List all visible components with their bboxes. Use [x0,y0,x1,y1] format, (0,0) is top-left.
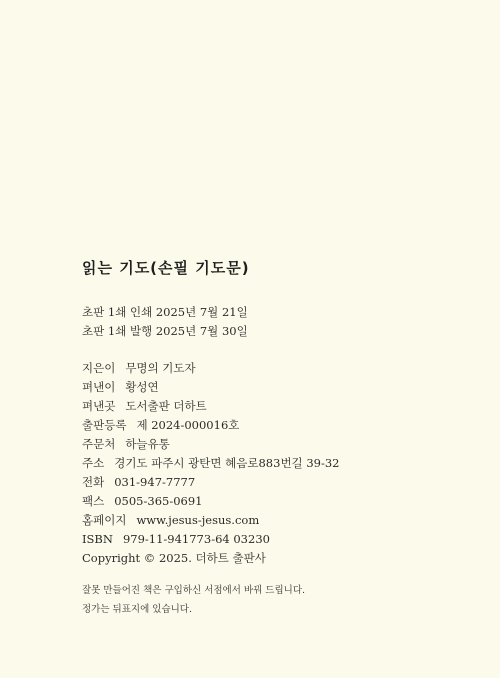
exchange-note: 잘못 만들어진 책은 구입하신 서점에서 바꿔 드립니다. [82,585,306,596]
credit-label: 홈페이지 [82,513,127,527]
first-publication-line: 초판 1쇄 발행 2025년 7월 30일 [82,324,248,338]
credit-label: ISBN [82,532,113,546]
credit-label: 출판등록 [82,418,127,432]
credit-value: 하늘유통 [125,437,170,451]
price-note: 정가는 뒤표지에 있습니다. [82,604,193,615]
colophon-credits [82,359,339,568]
credit-value: 경기도 파주시 광탄면 혜음로883번길 39-32 [114,456,340,470]
credit-row-address [82,454,339,473]
credit-value: 무명의 기도자 [125,361,196,375]
credit-value: 제 2024-000016호 [136,418,240,432]
credit-row-distributor [82,435,339,454]
credit-row-homepage [82,511,339,530]
first-printing-line: 초판 1쇄 인쇄 2025년 7월 21일 [82,305,248,319]
credit-value: 황성연 [125,380,159,394]
notes [82,581,305,619]
credit-label: 팩스 [82,494,105,508]
credit-value: 979-11-941773-64 03230 [122,532,270,546]
credit-label: 주문처 [82,437,116,451]
copyright-line: Copyright © 2025. 더하트 출판사 [82,551,266,565]
credit-row-phone [82,473,339,492]
credit-label: 펴낸이 [82,380,116,394]
credit-label: 주소 [82,456,105,470]
book-title: 읽는 기도(손필 기도문) [82,259,250,277]
credit-row-isbn [82,530,339,549]
credit-label: 지은이 [82,361,116,375]
credit-value: www.jesus-jesus.com [136,513,260,527]
credit-value: 0505-365-0691 [114,494,203,508]
credit-row-registration [82,416,339,435]
edition-info [82,303,248,341]
credit-row-publishing-house [82,397,339,416]
credit-label: 펴낸곳 [82,399,116,413]
credit-row-publisher [82,378,339,397]
credit-row-fax [82,492,339,511]
credit-row-author [82,359,339,378]
credit-value: 도서출판 더하트 [125,399,207,413]
credit-value: 031-947-7777 [114,475,196,489]
credit-label: 전화 [82,475,105,489]
